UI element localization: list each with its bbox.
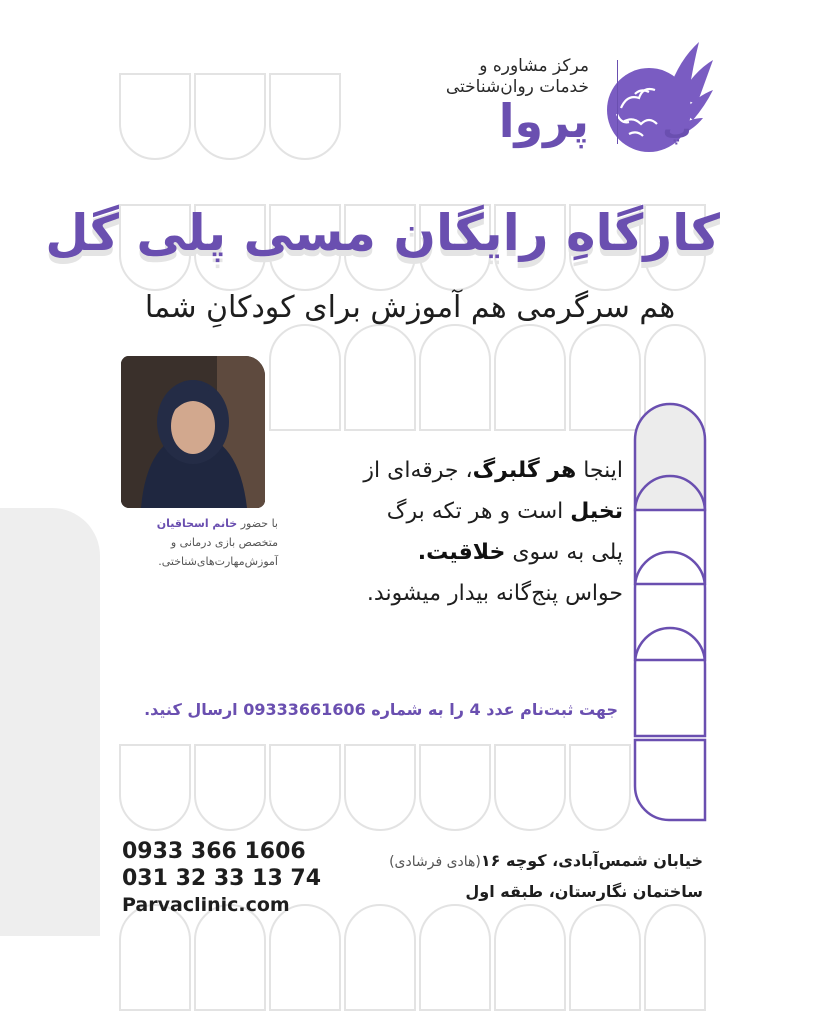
left-grey-band <box>0 508 100 936</box>
phone-landline[interactable]: 031 32 33 13 74 <box>122 866 322 891</box>
brand-divider <box>617 60 618 144</box>
address-block <box>343 846 703 907</box>
desc-l3-c: . <box>417 540 427 565</box>
instructor-name: خانم اسحاقیان <box>156 517 238 530</box>
description-line-3 <box>293 532 623 573</box>
brand-name: پروا <box>498 94 589 148</box>
brand-block <box>369 56 589 146</box>
description-line-4: حواس پنج‌گانه بیدار میشوند. <box>366 581 623 606</box>
description-line-1 <box>293 450 623 491</box>
address-line-2: ساختمان نگارستان، طبقه اول <box>465 882 703 901</box>
address-street: خیابان شمس‌آبادی، کوچه ۱۶ <box>480 851 703 870</box>
desc-l1-c: ، جرقه‌ای از <box>363 458 473 483</box>
desc-l1-a: اینجا <box>583 458 623 483</box>
instructor-name-line <box>116 514 278 533</box>
description-line-2 <box>293 491 623 532</box>
desc-l2-a: تخیل <box>570 499 623 524</box>
instructor-prefix: با حضور <box>240 517 278 530</box>
phone-mobile[interactable]: 0933 366 1606 <box>122 839 306 864</box>
instructor-info <box>116 514 278 571</box>
registration-instruction: جهت ثبت‌نام عدد 4 را به شماره 09333661606 ارسال کنید. <box>144 700 618 719</box>
instructor-portrait-icon <box>121 356 265 508</box>
instructor-role-1: متخصص بازی درمانی و <box>170 536 278 549</box>
workshop-headline: کارگاهِ رایگان مسی پلی گل <box>45 204 720 262</box>
website-link[interactable]: Parvaclinic.com <box>122 894 290 916</box>
workshop-subheadline: هم سرگرمی هم آموزش برای کودکانِ شما <box>144 290 676 325</box>
address-alley-name: (هادی فرشادی) <box>389 854 481 870</box>
instructor-role-2: آموزش‌مهارت‌های‌شناختی. <box>158 555 278 568</box>
desc-l1-b: هر گلبرگ <box>472 458 577 483</box>
address-line-1 <box>343 846 703 877</box>
instructor-photo <box>121 356 265 508</box>
workshop-description <box>293 450 623 614</box>
brand-line-2: خدمات روان‌شناختی <box>445 77 589 97</box>
brand-line-1: مرکز مشاوره و <box>479 56 589 76</box>
desc-l3-a: پلی به سوی <box>505 540 623 565</box>
svg-text:ﭖ: ﭖ <box>663 112 692 145</box>
contact-block <box>122 838 322 919</box>
desc-l2-b: است و هر تکه برگ <box>386 499 571 524</box>
desc-l3-b: خلاقیت <box>426 540 506 565</box>
